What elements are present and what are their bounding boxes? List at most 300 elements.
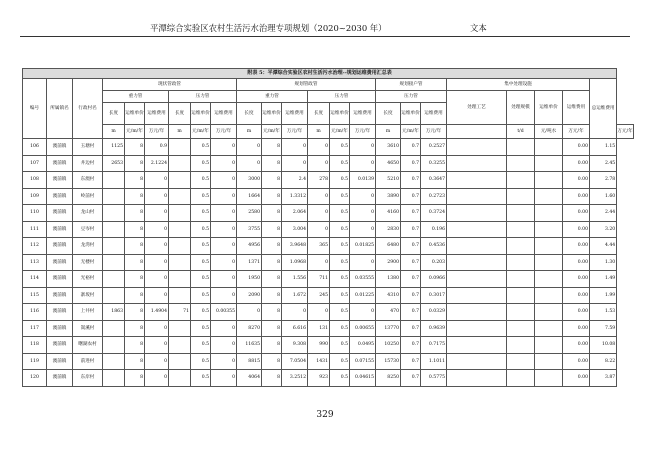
row-town: 澳前镇 xyxy=(47,188,73,205)
row-cell: 8 xyxy=(262,254,282,271)
row-cell: 0.5 xyxy=(191,221,211,238)
row-village: 东澳村 xyxy=(73,172,103,189)
row-cell xyxy=(169,370,191,387)
cost-header: 运维费用 xyxy=(145,103,169,125)
row-cell xyxy=(447,188,507,205)
row-cell xyxy=(447,172,507,189)
row-cell: 0.5 xyxy=(330,238,350,255)
unit-wan-yr: 万元/年 xyxy=(282,125,308,139)
unit-wan-yr: 万元/年 xyxy=(211,125,237,139)
row-cell xyxy=(507,172,535,189)
row-cell: 0.00 xyxy=(563,304,590,321)
col-no-header: 编号 xyxy=(23,79,47,139)
row-cell: 0.7 xyxy=(401,320,421,337)
row-village: 龙山村 xyxy=(73,205,103,222)
row-cell: 2653 xyxy=(103,155,125,172)
row-cell xyxy=(507,370,535,387)
row-cell: 8 xyxy=(262,271,282,288)
row-cell: 4160 xyxy=(376,205,401,222)
row-cell: 0.5 xyxy=(191,205,211,222)
row-cell xyxy=(535,254,563,271)
row-cell: 0.5 xyxy=(330,188,350,205)
row-no: 116 xyxy=(23,304,47,321)
table-row xyxy=(23,271,634,288)
row-cell: 0.4536 xyxy=(421,238,447,255)
row-cell xyxy=(103,320,125,337)
row-cell xyxy=(103,287,125,304)
unit-m: m xyxy=(308,125,330,139)
row-cell: 8 xyxy=(262,238,282,255)
row-cell: 3890 xyxy=(376,188,401,205)
row-cell xyxy=(507,188,535,205)
cost-header: 运维费用 xyxy=(282,103,308,125)
row-cell: 0 xyxy=(211,370,237,387)
row-town: 澳前镇 xyxy=(47,287,73,304)
row-village: 龙湾村 xyxy=(73,238,103,255)
row-cell: 10.08 xyxy=(590,337,617,354)
row-town: 澳前镇 xyxy=(47,238,73,255)
row-cell: 0 xyxy=(308,205,330,222)
row-cell: 8 xyxy=(262,304,282,321)
row-cell xyxy=(535,155,563,172)
row-no: 108 xyxy=(23,172,47,189)
row-cell: 1.0968 xyxy=(282,254,308,271)
unit-wan-yr: 万元/年 xyxy=(617,125,634,139)
row-cell: 2900 xyxy=(376,254,401,271)
row-cell: 8270 xyxy=(237,320,262,337)
row-cell: 1.49 xyxy=(590,271,617,288)
row-cell: 0 xyxy=(350,188,376,205)
table-row xyxy=(23,287,634,304)
row-no: 113 xyxy=(23,254,47,271)
row-cell: 1.4904 xyxy=(145,304,169,321)
row-cell: 0.5 xyxy=(330,155,350,172)
row-cell: 0.00 xyxy=(563,205,590,222)
central-cost-header: 运维费用 xyxy=(563,91,590,125)
row-cell: 0.3255 xyxy=(421,155,447,172)
row-cell xyxy=(507,254,535,271)
row-cell: 0 xyxy=(211,139,237,156)
row-cell: 1380 xyxy=(376,271,401,288)
row-cell: 5210 xyxy=(376,172,401,189)
row-cell: 1.99 xyxy=(590,287,617,304)
row-cell: 0.5 xyxy=(191,271,211,288)
row-cell: 8 xyxy=(125,271,145,288)
row-cell: 7.0504 xyxy=(282,353,308,370)
row-cell: 0 xyxy=(308,188,330,205)
unit-cost-header: 运维单价 xyxy=(125,103,145,125)
row-cell: 8 xyxy=(262,172,282,189)
row-cell: 8 xyxy=(125,320,145,337)
row-cell: 0.5 xyxy=(330,320,350,337)
household-pressure-header: 压力管 xyxy=(376,91,447,103)
table-row xyxy=(23,238,634,255)
row-cell xyxy=(535,221,563,238)
row-cell: 0.5 xyxy=(330,139,350,156)
row-cell: 15730 xyxy=(376,353,401,370)
row-cell: 0.5 xyxy=(191,188,211,205)
row-cell: 3.9648 xyxy=(282,238,308,255)
row-cell: 0 xyxy=(145,221,169,238)
row-cell: 0.0966 xyxy=(421,271,447,288)
table-row xyxy=(23,139,634,156)
row-cell: 0.00 xyxy=(563,221,590,238)
row-no: 119 xyxy=(23,353,47,370)
row-cell: 0 xyxy=(211,353,237,370)
row-cell: 2.4 xyxy=(282,172,308,189)
row-cell: 13770 xyxy=(376,320,401,337)
row-cell: 0.7 xyxy=(401,287,421,304)
row-cell xyxy=(507,205,535,222)
row-cell: 10250 xyxy=(376,337,401,354)
row-cell: 0.2527 xyxy=(421,139,447,156)
row-cell: 0.7 xyxy=(401,370,421,387)
row-cell: 0.00 xyxy=(563,238,590,255)
row-village: 曙湖农村 xyxy=(73,337,103,354)
row-cell: 0 xyxy=(211,221,237,238)
row-cell: 0 xyxy=(350,304,376,321)
row-cell: 8 xyxy=(262,353,282,370)
unit-cost-header: 运维单价 xyxy=(191,103,211,125)
row-cell xyxy=(103,337,125,354)
row-cell xyxy=(169,271,191,288)
row-cell xyxy=(507,155,535,172)
row-cell: 0.5 xyxy=(191,238,211,255)
row-cell: 0.7 xyxy=(401,337,421,354)
row-cell: 0 xyxy=(145,353,169,370)
row-cell xyxy=(169,287,191,304)
row-cell: 4650 xyxy=(376,155,401,172)
row-cell: 0.5 xyxy=(191,304,211,321)
row-cell: 0 xyxy=(145,205,169,222)
unit-cost-header: 运维单价 xyxy=(330,103,350,125)
row-cell xyxy=(447,337,507,354)
unit-cost-header: 运维单价 xyxy=(401,103,421,125)
row-cell: 0.00 xyxy=(563,353,590,370)
row-cell: 3610 xyxy=(376,139,401,156)
row-town: 澳前镇 xyxy=(47,370,73,387)
row-cell xyxy=(103,271,125,288)
row-cell: 0 xyxy=(350,139,376,156)
row-cell: 365 xyxy=(308,238,330,255)
row-cell: 2580 xyxy=(237,205,262,222)
row-town: 澳前镇 xyxy=(47,254,73,271)
row-cell: 0.7 xyxy=(401,238,421,255)
row-cell: 1431 xyxy=(308,353,330,370)
row-cell: 8 xyxy=(125,139,145,156)
row-cell: 0.3017 xyxy=(421,287,447,304)
length-header: 长度 xyxy=(376,103,401,125)
row-cell xyxy=(447,238,507,255)
row-cell: 8250 xyxy=(376,370,401,387)
unit-blank xyxy=(447,125,507,139)
row-cell: 3.20 xyxy=(590,221,617,238)
row-cell: 0 xyxy=(308,304,330,321)
row-cell: 0.5 xyxy=(330,271,350,288)
row-cell xyxy=(535,139,563,156)
row-no: 106 xyxy=(23,139,47,156)
row-cell: 1664 xyxy=(237,188,262,205)
row-cell: 990 xyxy=(308,337,330,354)
col-village-header: 行政村名 xyxy=(73,79,103,139)
unit-m: m xyxy=(169,125,191,139)
row-cell: 245 xyxy=(308,287,330,304)
row-cell: 0 xyxy=(145,188,169,205)
row-cell: 0.04615 xyxy=(350,370,376,387)
unit-wan-yr: 万元/年 xyxy=(563,125,590,139)
row-cell: 0.5 xyxy=(191,172,211,189)
row-cell: 1.60 xyxy=(590,188,617,205)
row-cell: 0.03555 xyxy=(350,271,376,288)
row-town: 澳前镇 xyxy=(47,139,73,156)
row-cell: 0 xyxy=(211,271,237,288)
row-cell: 2.78 xyxy=(590,172,617,189)
row-cell xyxy=(169,155,191,172)
row-cell xyxy=(535,172,563,189)
row-cell: 278 xyxy=(308,172,330,189)
page-header xyxy=(0,0,650,40)
table-row xyxy=(23,221,634,238)
group-planned-header: 规划管政管 xyxy=(237,79,376,91)
row-cell xyxy=(447,221,507,238)
row-cell xyxy=(169,337,191,354)
row-no: 109 xyxy=(23,188,47,205)
row-cell: 1.1011 xyxy=(421,353,447,370)
row-cell: 0.00 xyxy=(563,139,590,156)
row-cell: 0.0329 xyxy=(421,304,447,321)
row-cell: 0 xyxy=(211,188,237,205)
row-cell: 0 xyxy=(308,221,330,238)
row-cell: 8 xyxy=(125,221,145,238)
row-no: 107 xyxy=(23,155,47,172)
unit-yuan-m-yr: 元/m/年 xyxy=(401,125,421,139)
row-cell xyxy=(169,172,191,189)
table-row xyxy=(23,155,634,172)
row-cell: 0.7 xyxy=(401,271,421,288)
row-cell xyxy=(507,139,535,156)
unit-m: m xyxy=(376,125,401,139)
row-cell: 3000 xyxy=(237,172,262,189)
row-cell: 0.5 xyxy=(330,337,350,354)
row-cell xyxy=(447,205,507,222)
row-cell: 711 xyxy=(308,271,330,288)
length-header: 长度 xyxy=(103,103,125,125)
row-cell xyxy=(169,221,191,238)
unit-yuan-m-yr: 元/m/年 xyxy=(330,125,350,139)
row-cell: 0.9 xyxy=(145,139,169,156)
row-cell: 0 xyxy=(211,320,237,337)
row-cell: 0.01825 xyxy=(350,238,376,255)
header-rule xyxy=(20,36,630,37)
central-unit-cost-header: 运维单价 xyxy=(535,91,563,125)
row-cell xyxy=(447,353,507,370)
row-cell: 4956 xyxy=(237,238,262,255)
table-container xyxy=(22,68,634,387)
row-cell: 0.5 xyxy=(191,139,211,156)
row-cell: 0.0139 xyxy=(350,172,376,189)
row-cell: 6480 xyxy=(376,238,401,255)
row-cell: 0.5 xyxy=(191,155,211,172)
row-cell: 0 xyxy=(308,155,330,172)
row-cell: 6.616 xyxy=(282,320,308,337)
row-cell: 0 xyxy=(145,320,169,337)
row-cell: 0.7 xyxy=(401,353,421,370)
unit-cost-header: 运维单价 xyxy=(262,103,282,125)
row-cell xyxy=(103,254,125,271)
row-cell xyxy=(103,353,125,370)
row-cell xyxy=(169,320,191,337)
cost-header: 运维费用 xyxy=(211,103,237,125)
row-cell: 0.00 xyxy=(563,337,590,354)
row-cell: 0 xyxy=(145,271,169,288)
row-cell xyxy=(447,287,507,304)
row-cell: 4.44 xyxy=(590,238,617,255)
row-cell: 8 xyxy=(125,205,145,222)
row-no: 117 xyxy=(23,320,47,337)
table-caption: 附表 5：平潭综合实验区农村生活污水治理--规划运维费用汇总表 xyxy=(23,69,617,79)
row-cell: 8 xyxy=(262,337,282,354)
row-cell xyxy=(103,221,125,238)
row-cell: 0.7 xyxy=(401,221,421,238)
row-town: 澳前镇 xyxy=(47,271,73,288)
row-cell: 2830 xyxy=(376,221,401,238)
row-cell: 8 xyxy=(262,205,282,222)
unit-yuan-ton-water: 元/吨水 xyxy=(535,125,563,139)
row-cell xyxy=(535,353,563,370)
row-cell xyxy=(535,287,563,304)
row-cell: 8 xyxy=(125,188,145,205)
planned-gravity-header: 重力管 xyxy=(237,91,308,103)
row-cell xyxy=(169,353,191,370)
row-no: 112 xyxy=(23,238,47,255)
length-header: 长度 xyxy=(308,103,330,125)
row-cell: 8 xyxy=(262,370,282,387)
cost-summary-table xyxy=(22,68,634,387)
row-town: 澳前镇 xyxy=(47,221,73,238)
row-cell: 470 xyxy=(376,304,401,321)
row-cell: 0.00 xyxy=(563,287,590,304)
table-row xyxy=(23,353,634,370)
row-cell: 0 xyxy=(211,254,237,271)
row-cell xyxy=(447,139,507,156)
row-cell: 0.5 xyxy=(330,353,350,370)
row-cell: 0.7 xyxy=(401,172,421,189)
row-cell: 3755 xyxy=(237,221,262,238)
row-cell xyxy=(507,221,535,238)
unit-yuan-m-yr: 元/m/年 xyxy=(262,125,282,139)
row-cell xyxy=(103,238,125,255)
row-cell: 0.5 xyxy=(191,320,211,337)
table-row xyxy=(23,172,634,189)
row-no: 115 xyxy=(23,287,47,304)
row-cell xyxy=(169,238,191,255)
row-cell: 2.44 xyxy=(590,205,617,222)
unit-m: m xyxy=(237,125,262,139)
row-cell: 0.00 xyxy=(563,254,590,271)
row-cell: 0.7 xyxy=(401,254,421,271)
row-cell: 0.3647 xyxy=(421,172,447,189)
row-cell: 0 xyxy=(211,238,237,255)
row-cell: 0 xyxy=(145,337,169,354)
length-header: 长度 xyxy=(237,103,262,125)
row-cell: 131 xyxy=(308,320,330,337)
row-cell xyxy=(535,370,563,387)
group-central-header: 集中处理设施 xyxy=(447,79,590,91)
row-town: 澳前镇 xyxy=(47,172,73,189)
row-town: 澳前镇 xyxy=(47,320,73,337)
row-cell: 1371 xyxy=(237,254,262,271)
unit-yuan-m-yr: 元/m/年 xyxy=(191,125,211,139)
row-cell: 0.196 xyxy=(421,221,447,238)
row-cell: 0 xyxy=(350,155,376,172)
row-cell: 0.5 xyxy=(191,337,211,354)
row-cell: 0 xyxy=(350,205,376,222)
row-cell xyxy=(103,172,125,189)
unit-wan-yr: 万元/年 xyxy=(421,125,447,139)
row-cell: 0 xyxy=(282,304,308,321)
row-cell: 0.5 xyxy=(330,172,350,189)
row-cell: 0 xyxy=(308,139,330,156)
row-cell: 0.5 xyxy=(330,370,350,387)
row-cell: 71 xyxy=(169,304,191,321)
row-cell: 0.00655 xyxy=(350,320,376,337)
row-cell: 1950 xyxy=(237,271,262,288)
row-cell: 0.00 xyxy=(563,155,590,172)
row-cell: 0.3724 xyxy=(421,205,447,222)
row-cell xyxy=(507,337,535,354)
row-cell: 0 xyxy=(211,205,237,222)
row-cell: 0.5 xyxy=(330,205,350,222)
unit-m: m xyxy=(103,125,125,139)
row-cell xyxy=(535,188,563,205)
table-row xyxy=(23,320,634,337)
group-household-header: 规划接户管 xyxy=(376,79,447,91)
row-village: 井边村 xyxy=(73,155,103,172)
row-village: 玉塘村 xyxy=(73,139,103,156)
row-village: 东岸村 xyxy=(73,370,103,387)
row-cell xyxy=(103,188,125,205)
row-cell xyxy=(447,155,507,172)
row-cell: 0.7 xyxy=(401,188,421,205)
row-cell: 0.00355 xyxy=(211,304,237,321)
row-cell xyxy=(169,188,191,205)
row-cell: 8 xyxy=(262,155,282,172)
row-cell xyxy=(507,320,535,337)
row-cell: 3.2512 xyxy=(282,370,308,387)
section-label: 文本 xyxy=(470,23,487,33)
row-cell: 0 xyxy=(145,172,169,189)
row-town: 澳前镇 xyxy=(47,205,73,222)
row-cell xyxy=(535,320,563,337)
row-cell: 8 xyxy=(262,188,282,205)
row-cell: 0.00 xyxy=(563,320,590,337)
row-no: 120 xyxy=(23,370,47,387)
row-cell: 0 xyxy=(350,254,376,271)
row-cell: 0.5 xyxy=(330,221,350,238)
row-cell: 0.00 xyxy=(563,271,590,288)
row-cell: 1.30 xyxy=(590,254,617,271)
row-cell: 1863 xyxy=(103,304,125,321)
row-cell xyxy=(447,254,507,271)
table-row xyxy=(23,304,634,321)
row-cell: 0.7 xyxy=(401,139,421,156)
row-town: 澳前镇 xyxy=(47,353,73,370)
scale-header: 处理规模 xyxy=(507,91,535,125)
row-cell: 923 xyxy=(308,370,330,387)
row-cell: 3.87 xyxy=(590,370,617,387)
row-cell xyxy=(447,271,507,288)
process-header: 处理工艺 xyxy=(447,91,507,125)
